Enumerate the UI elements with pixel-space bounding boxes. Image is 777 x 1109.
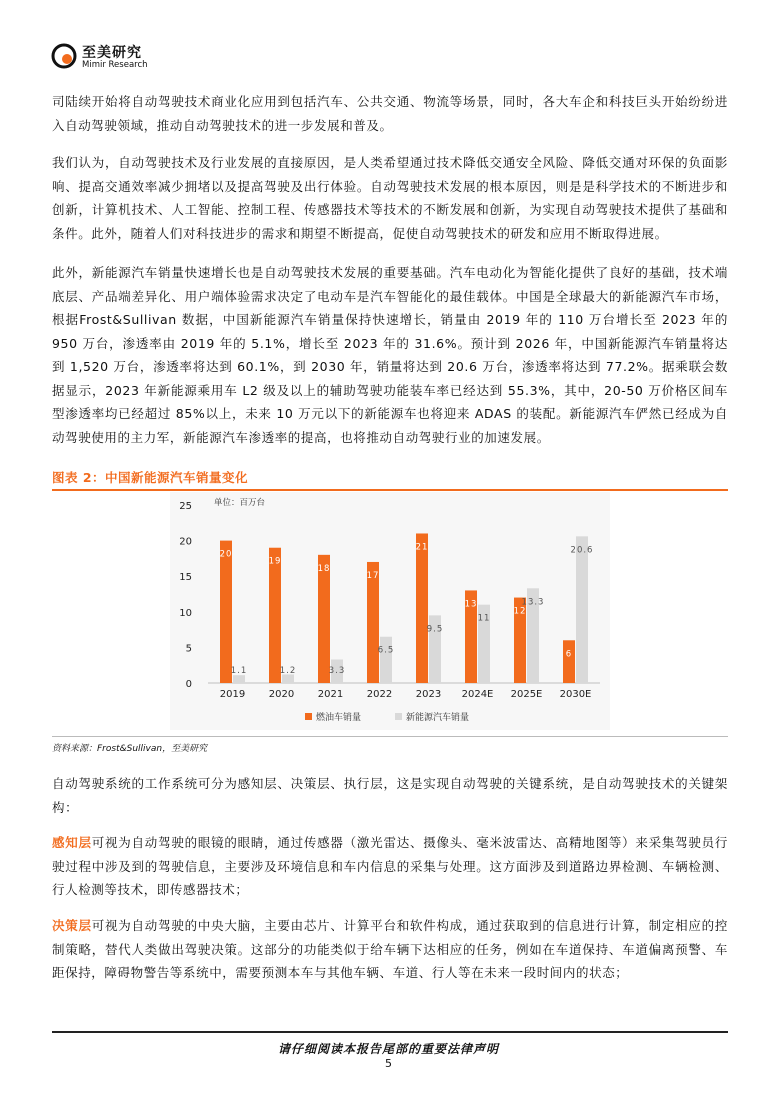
- paragraph-4: 自动驾驶系统的工作系统可分为感知层、决策层、执行层，这是实现自动驾驶的关键系统，是自动驾驶技术的关键架构：: [52, 776, 728, 815]
- data-label-ice: 6: [565, 649, 573, 660]
- legend-label-nev: 新能源汽车销量: [406, 713, 470, 723]
- paragraph-1: 司陆续开始将自动驾驶技术商业化应用到包括汽车、公共交通、物流等场景，同时，各大车企和科技巨头开始纷纷进入自动驾驶领域，推动自动驾驶技术的进一步发展和普及。: [52, 94, 728, 133]
- bar-nev-sales: [233, 675, 245, 683]
- x-tick-label: 2030E: [559, 689, 592, 700]
- bar-nev-sales: [576, 536, 588, 683]
- y-tick-label: 20: [179, 536, 192, 548]
- legend-label-ice: 燃油车销量: [316, 713, 362, 723]
- paragraph-perception: [52, 831, 728, 902]
- figure-source: 资料来源：Frost&Sullivan，至美研究: [52, 744, 208, 754]
- bar-ice-sales: [269, 548, 281, 683]
- data-label-ice: 17: [366, 570, 380, 581]
- x-tick-label: 2023: [415, 689, 442, 700]
- data-label-nev: 1.1: [230, 666, 248, 676]
- data-label-nev: 11: [477, 613, 491, 624]
- decision-layer-body: 可视为自动驾驶的中央大脑，主要由芯片、计算平台和软件构成，通过获取到的信息进行计算，制定相应的控制策略，替代人类做出驾驶决策。这部分的功能类似于给车辆下达相应的任务，例如在车道保持、车道偏离预警、车距保持，障碍物警告等系统中，需要预测本车与其他车辆、车道、行人等在未来一段时间内的状态；: [52, 918, 728, 980]
- data-label-nev: 6.5: [377, 645, 395, 656]
- bar-ice-sales: [563, 640, 575, 683]
- logo-cn-text: 至美研究: [82, 45, 142, 61]
- footer-rule: [52, 1031, 728, 1033]
- x-tick-label: 2025E: [510, 689, 543, 700]
- chart-unit-label: 单位：百万台: [214, 498, 266, 508]
- paragraph-3: 此外，新能源汽车销量快速增长也是自动驾驶技术发展的重要基础。汽车电动化为智能化提供了良好的基础，技术端底层、产品端差异化、用户端体验需求决定了电动车是汽车智能化的最佳载体。中国是全球最大的新能源汽车市场，根据Frost&Sullivan 数据，中国新能源汽车销量保持快速增长，销量由 2019 年的 110 万台增长至 2023 年的 950 万台，渗透率由 2019 年的 5.1%，增长至 2023 年的 31.6%。预计到 2026 年，中国新能源汽车销量将达到 1,520 万台，渗透率将达到 60.1%，到 2030 年，销量将达到 20.6 万台，渗透率将达到 77.2%。据乘联会数据显示，2023 年新能源乘用车 L2 级及以上的辅助驾驶功能装车率已经达到 55.3%，其中，20-50 万价格区间车型渗透率均已经超过 85%以上，未来 10 万元以下的新能源车也将迎来 ADAS 的装配。新能源汽车俨然已经成为自动驾驶使用的主力军，新能源汽车渗透率的提高，也将推动自动驾驶行业的加速发展。: [52, 265, 728, 445]
- x-tick-label: 2022: [366, 689, 393, 700]
- decision-layer-heading: 决策层: [52, 918, 92, 933]
- legend-swatch-nev: [395, 713, 402, 720]
- paragraph-2: 我们认为，自动驾驶技术及行业发展的直接原因，是人类希望通过技术降低交通安全风险、降低交通对环保的负面影响、提高交通效率减少拥堵以及提高驾驶及出行体验。自动驾驶技术发展的根本原因，则是是科学技术的不断进步和创新，计算机技术、人工智能、控制工程、传感器技术等技术的不断发展和创新，为实现自动驾驶技术提供了基础和条件。此外，随着人们对科技进步的需求和期望不断提高，促使自动驾驶技术的研发和应用不断取得进展。: [52, 155, 728, 241]
- y-tick-label: 15: [179, 572, 192, 584]
- paragraph-decision: [52, 914, 728, 985]
- x-tick-label: 2021: [317, 689, 344, 700]
- data-label-nev: 1.2: [279, 666, 297, 676]
- data-label-nev: 9.5: [426, 624, 444, 635]
- y-tick-label: 0: [185, 679, 192, 690]
- data-label-nev: 20.6: [570, 545, 594, 556]
- bar-ice-sales: [318, 555, 330, 683]
- y-tick-label: 25: [179, 501, 192, 512]
- sales-chart-svg: [170, 492, 610, 730]
- data-label-ice: 18: [317, 563, 331, 574]
- figure-title: 图表 2：中国新能源汽车销量变化: [52, 470, 249, 485]
- y-tick-label: 10: [179, 607, 192, 619]
- perception-layer-heading: 感知层: [52, 835, 92, 850]
- legend-swatch-ice: [305, 713, 312, 720]
- data-label-nev: 13.3: [521, 597, 545, 608]
- x-tick-label: 2020: [268, 689, 295, 700]
- data-label-ice: 21: [415, 542, 429, 553]
- page-number: 5: [385, 1057, 392, 1070]
- data-label-nev: 3.3: [328, 666, 346, 676]
- logo: [50, 40, 200, 76]
- legal-notice: 请仔细阅读本报告尾部的重要法律声明: [277, 1042, 499, 1056]
- perception-layer-body: 可视为自动驾驶的眼镜的眼睛，通过传感器（激光雷达、摄像头、毫米波雷达、高精地图等）来采集驾驶员行驶过程中涉及到的驾驶信息，主要涉及环境信息和车内信息的采集与处理。这方面涉及到道路边界检测、车辆检测、行人检测等技术，即传感器技术；: [52, 835, 728, 897]
- data-label-ice: 13: [464, 599, 478, 610]
- logo-en-text: Mimir Research: [82, 60, 148, 70]
- figure-title-rule: [52, 489, 728, 491]
- x-tick-label: 2024E: [461, 689, 494, 700]
- source-rule: [52, 736, 728, 737]
- y-tick-label: 5: [185, 643, 192, 655]
- data-label-ice: 20: [219, 549, 233, 560]
- bar-ice-sales: [416, 533, 428, 683]
- bar-nev-sales: [380, 637, 392, 683]
- x-tick-label: 2019: [219, 689, 246, 700]
- data-label-ice: 19: [268, 556, 282, 567]
- sales-chart: [170, 492, 610, 730]
- logo-mark-icon: [50, 42, 78, 70]
- data-label-ice: 12: [513, 606, 527, 617]
- bar-ice-sales: [220, 541, 232, 683]
